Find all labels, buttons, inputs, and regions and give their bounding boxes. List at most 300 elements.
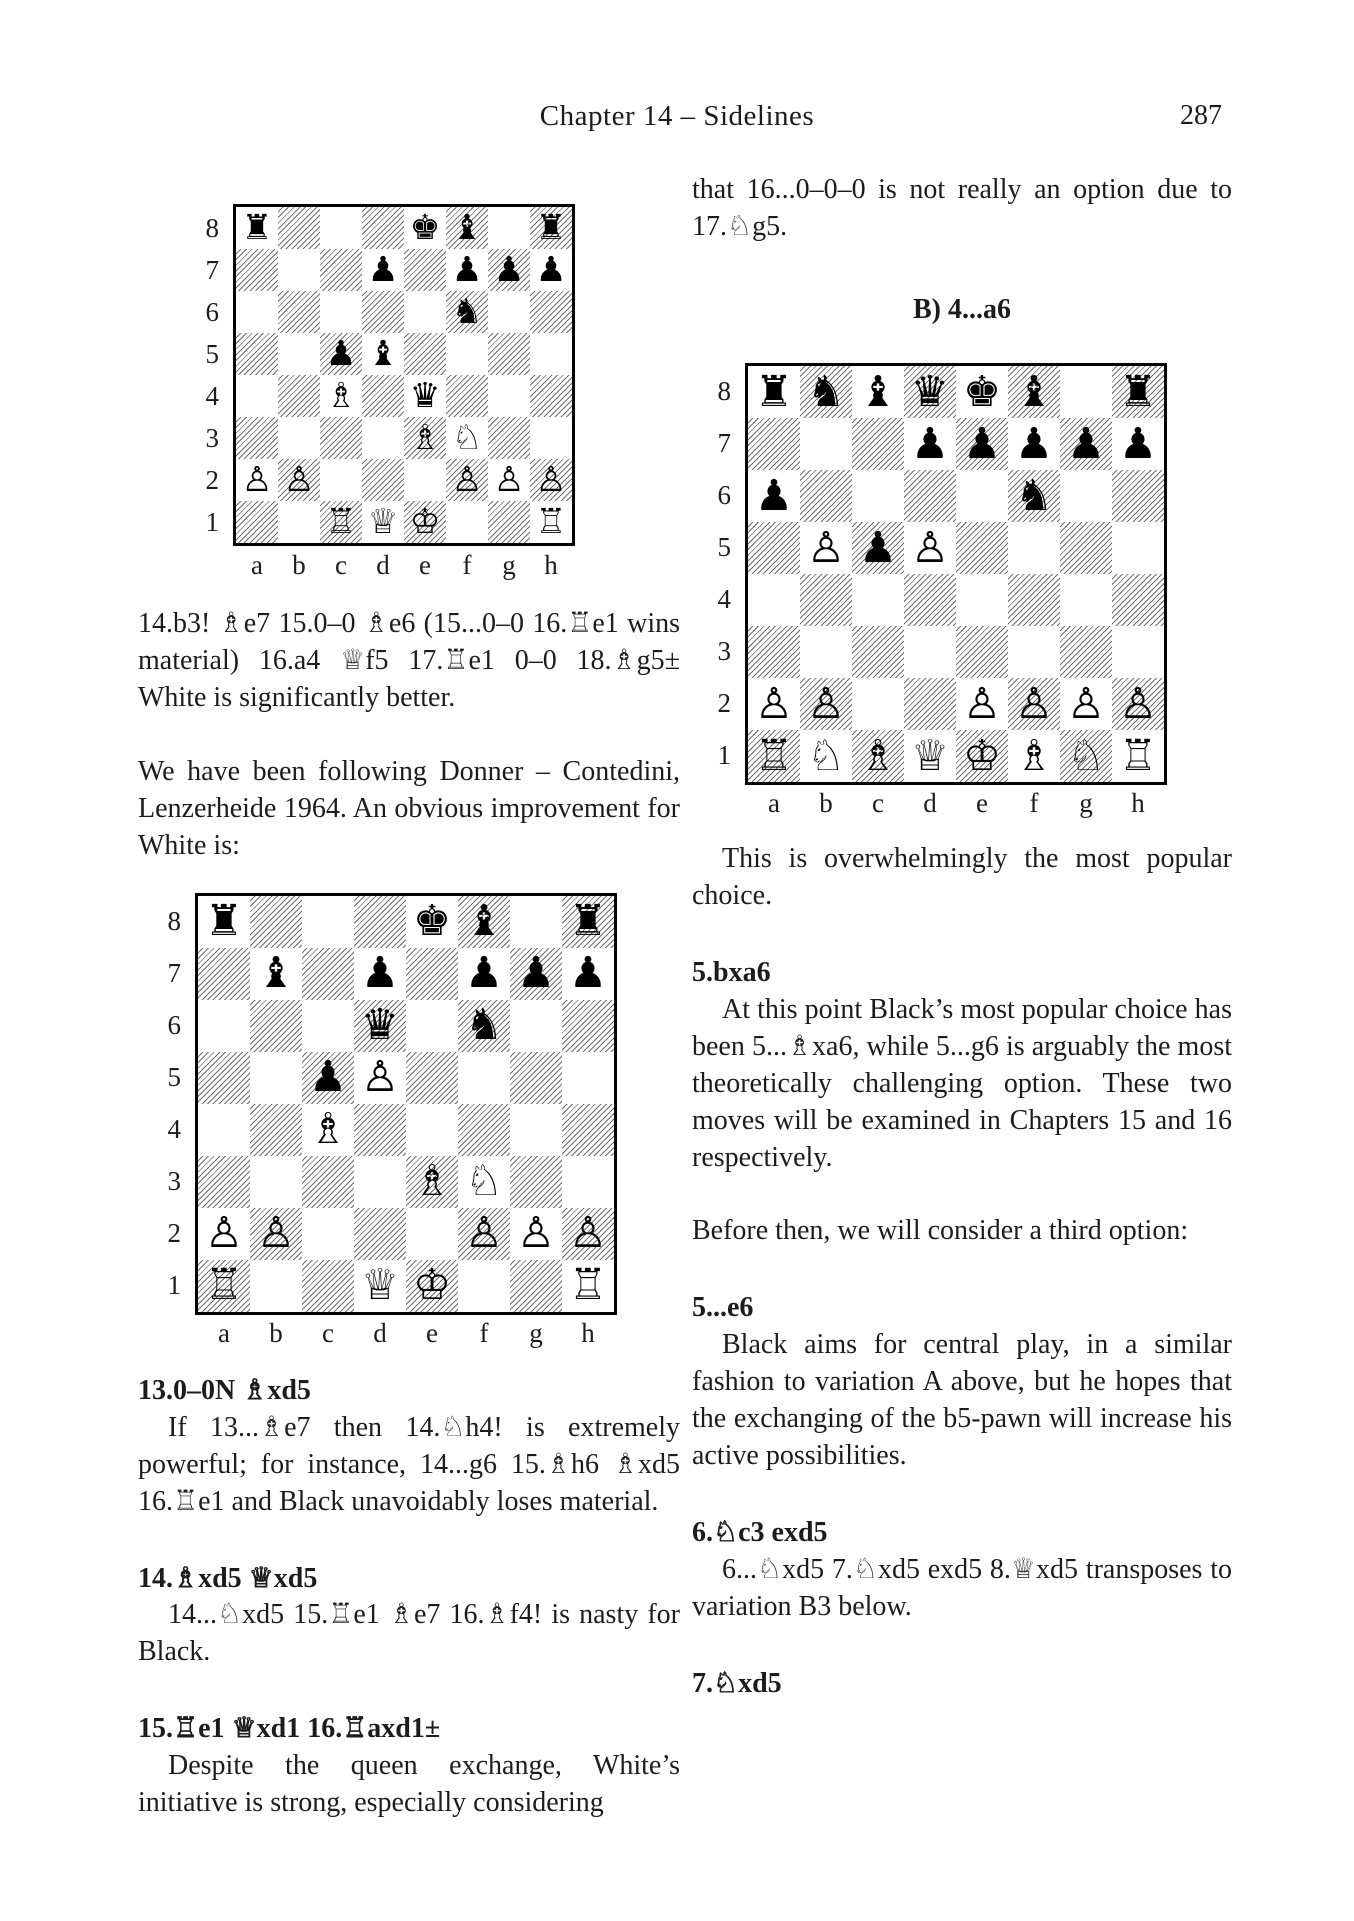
square-e3 bbox=[956, 626, 1008, 678]
chess-diagram-3 bbox=[705, 363, 1232, 821]
square-c2 bbox=[852, 678, 904, 730]
notation-paragraph: 14.b3! ♗e7 15.0–0 ♗e6 (15...0–0 16.♖e1 wins material) 16.a4 ♕f5 17.♖e1 0–0 18.♗g5± White is significantly better. bbox=[138, 608, 680, 713]
piece-white-knight: ♘ bbox=[806, 730, 846, 781]
rank-label: 6 bbox=[205, 296, 219, 327]
square-a8 bbox=[748, 366, 800, 418]
square-d6 bbox=[904, 470, 956, 522]
rank-label: 2 bbox=[167, 1218, 181, 1249]
square-f3 bbox=[446, 417, 488, 459]
square-b5 bbox=[278, 333, 320, 375]
paragraph: 14...♘xd5 15.♖e1 ♗e7 16.♗f4! is nasty for Black. bbox=[138, 1599, 680, 1668]
square-f5 bbox=[446, 333, 488, 375]
square-g1 bbox=[510, 1260, 562, 1312]
square-e8 bbox=[404, 207, 446, 249]
square-h7 bbox=[530, 249, 572, 291]
piece-white-pawn: ♙ bbox=[1066, 678, 1106, 729]
rank-label: 3 bbox=[717, 636, 731, 667]
piece-black-pawn: ♟ bbox=[325, 333, 357, 374]
square-h5 bbox=[530, 333, 572, 375]
square-f8 bbox=[458, 896, 510, 948]
piece-white-king: ♔ bbox=[409, 501, 441, 542]
square-b1 bbox=[800, 730, 852, 782]
rank-label: 3 bbox=[167, 1166, 181, 1197]
piece-black-bishop: ♝ bbox=[256, 948, 296, 999]
square-h1 bbox=[1112, 730, 1164, 782]
square-b2 bbox=[800, 678, 852, 730]
piece-black-pawn: ♟ bbox=[962, 418, 1002, 469]
file-label: c bbox=[335, 549, 347, 580]
piece-white-pawn: ♙ bbox=[806, 522, 846, 573]
square-c5 bbox=[302, 1052, 354, 1104]
piece-white-pawn: ♙ bbox=[516, 1208, 556, 1259]
square-b4 bbox=[800, 574, 852, 626]
piece-black-pawn: ♟ bbox=[858, 522, 898, 573]
square-g6 bbox=[1060, 470, 1112, 522]
square-g3 bbox=[1060, 626, 1112, 678]
square-d1 bbox=[904, 730, 956, 782]
square-b7 bbox=[800, 418, 852, 470]
square-g4 bbox=[488, 375, 530, 417]
square-f6 bbox=[1008, 470, 1060, 522]
square-a2 bbox=[198, 1208, 250, 1260]
square-e7 bbox=[404, 249, 446, 291]
chess-diagram-1 bbox=[193, 204, 680, 582]
paragraph: If 13...♗e7 then 14.♘h4! is extremely powerful; for instance, 14...g6 15.♗h6 ♗xd5 16.♖e1 and Black unavoidably loses material. bbox=[138, 1411, 680, 1517]
square-e3 bbox=[404, 417, 446, 459]
move-heading: 14.♗xd5 ♕xd5 bbox=[138, 1562, 318, 1594]
square-d5 bbox=[904, 522, 956, 574]
piece-white-bishop: ♗ bbox=[858, 730, 898, 781]
square-b5 bbox=[250, 1052, 302, 1104]
chess-board bbox=[233, 204, 575, 546]
piece-white-rook: ♖ bbox=[325, 501, 357, 542]
rank-label: 3 bbox=[205, 422, 219, 453]
piece-white-rook: ♖ bbox=[754, 730, 794, 781]
file-label: e bbox=[419, 549, 431, 580]
square-b8 bbox=[800, 366, 852, 418]
file-label: g bbox=[1079, 788, 1093, 819]
piece-black-pawn: ♟ bbox=[1014, 418, 1054, 469]
square-f2 bbox=[446, 459, 488, 501]
file-label: c bbox=[322, 1318, 334, 1349]
piece-white-pawn: ♙ bbox=[283, 459, 315, 500]
piece-black-pawn: ♟ bbox=[1066, 418, 1106, 469]
square-b7 bbox=[278, 249, 320, 291]
piece-black-bishop: ♝ bbox=[367, 333, 399, 374]
piece-black-pawn: ♟ bbox=[308, 1052, 348, 1103]
piece-white-pawn: ♙ bbox=[754, 678, 794, 729]
square-a5 bbox=[748, 522, 800, 574]
square-h4 bbox=[530, 375, 572, 417]
square-g1 bbox=[488, 501, 530, 543]
file-label: f bbox=[1029, 788, 1039, 819]
square-h2 bbox=[530, 459, 572, 501]
piece-black-pawn: ♟ bbox=[464, 948, 504, 999]
square-a5 bbox=[236, 333, 278, 375]
square-a2 bbox=[236, 459, 278, 501]
piece-black-pawn: ♟ bbox=[568, 948, 608, 999]
square-c7 bbox=[852, 418, 904, 470]
square-d6 bbox=[362, 291, 404, 333]
piece-white-queen: ♕ bbox=[910, 730, 950, 781]
square-c8 bbox=[302, 896, 354, 948]
chess-board bbox=[745, 363, 1167, 785]
square-a5 bbox=[198, 1052, 250, 1104]
file-label: b bbox=[819, 788, 833, 819]
move-heading: 5...e6 bbox=[692, 1292, 754, 1324]
square-g8 bbox=[488, 207, 530, 249]
move-heading: 7.♘xd5 bbox=[692, 1668, 782, 1700]
square-g5 bbox=[1060, 522, 1112, 574]
square-h6 bbox=[530, 291, 572, 333]
piece-white-pawn: ♙ bbox=[568, 1208, 608, 1259]
piece-black-knight: ♞ bbox=[806, 366, 846, 417]
square-e6 bbox=[406, 1000, 458, 1052]
file-label: g bbox=[529, 1318, 543, 1349]
rank-label: 2 bbox=[717, 688, 731, 719]
square-c4 bbox=[302, 1104, 354, 1156]
rank-label: 2 bbox=[205, 464, 219, 495]
square-g4 bbox=[1060, 574, 1112, 626]
file-label: a bbox=[218, 1318, 230, 1349]
piece-black-bishop: ♝ bbox=[451, 207, 483, 248]
square-f5 bbox=[1008, 522, 1060, 574]
piece-black-queen: ♛ bbox=[409, 375, 441, 416]
piece-black-queen: ♛ bbox=[910, 366, 950, 417]
chapter-title: Chapter 14 – Sidelines bbox=[539, 100, 815, 132]
rank-label: 8 bbox=[167, 906, 181, 937]
square-f7 bbox=[1008, 418, 1060, 470]
square-b1 bbox=[278, 501, 320, 543]
square-g8 bbox=[1060, 366, 1112, 418]
square-d2 bbox=[354, 1208, 406, 1260]
square-g4 bbox=[510, 1104, 562, 1156]
file-label: d bbox=[373, 1318, 387, 1349]
piece-white-rook: ♖ bbox=[568, 1260, 608, 1311]
square-e5 bbox=[406, 1052, 458, 1104]
square-b6 bbox=[250, 1000, 302, 1052]
square-h3 bbox=[562, 1156, 614, 1208]
variation-heading: B) 4...a6 bbox=[913, 293, 1011, 325]
piece-white-pawn: ♙ bbox=[1118, 678, 1158, 729]
square-e8 bbox=[406, 896, 458, 948]
square-e8 bbox=[956, 366, 1008, 418]
square-d8 bbox=[904, 366, 956, 418]
square-f7 bbox=[446, 249, 488, 291]
square-a4 bbox=[236, 375, 278, 417]
piece-white-pawn: ♙ bbox=[962, 678, 1002, 729]
square-a1 bbox=[748, 730, 800, 782]
rank-label: 8 bbox=[717, 376, 731, 407]
square-d8 bbox=[354, 896, 406, 948]
piece-black-queen: ♛ bbox=[360, 1000, 400, 1051]
piece-black-rook: ♜ bbox=[241, 207, 273, 248]
square-d7 bbox=[904, 418, 956, 470]
square-d4 bbox=[904, 574, 956, 626]
square-e6 bbox=[956, 470, 1008, 522]
chess-board bbox=[195, 893, 617, 1315]
square-b1 bbox=[250, 1260, 302, 1312]
square-e2 bbox=[956, 678, 1008, 730]
square-c3 bbox=[320, 417, 362, 459]
square-g3 bbox=[510, 1156, 562, 1208]
square-c4 bbox=[852, 574, 904, 626]
square-d3 bbox=[904, 626, 956, 678]
rank-label: 7 bbox=[167, 958, 181, 989]
piece-black-pawn: ♟ bbox=[367, 249, 399, 290]
file-label: e bbox=[426, 1318, 438, 1349]
piece-black-pawn: ♟ bbox=[754, 470, 794, 521]
piece-white-rook: ♖ bbox=[1118, 730, 1158, 781]
square-c6 bbox=[852, 470, 904, 522]
square-d2 bbox=[904, 678, 956, 730]
piece-white-queen: ♕ bbox=[360, 1260, 400, 1311]
piece-white-rook: ♖ bbox=[204, 1260, 244, 1311]
piece-black-pawn: ♟ bbox=[516, 948, 556, 999]
square-a6 bbox=[236, 291, 278, 333]
square-c5 bbox=[320, 333, 362, 375]
piece-white-pawn: ♙ bbox=[464, 1208, 504, 1259]
page-header bbox=[0, 0, 1354, 140]
piece-black-pawn: ♟ bbox=[910, 418, 950, 469]
square-h7 bbox=[1112, 418, 1164, 470]
square-b3 bbox=[250, 1156, 302, 1208]
rank-label: 6 bbox=[717, 480, 731, 511]
rank-label: 1 bbox=[717, 740, 731, 771]
square-g8 bbox=[510, 896, 562, 948]
square-a7 bbox=[198, 948, 250, 1000]
square-c6 bbox=[302, 1000, 354, 1052]
square-c1 bbox=[852, 730, 904, 782]
piece-black-pawn: ♟ bbox=[493, 249, 525, 290]
square-f4 bbox=[446, 375, 488, 417]
square-a8 bbox=[198, 896, 250, 948]
rank-label: 4 bbox=[167, 1114, 181, 1145]
square-h8 bbox=[530, 207, 572, 249]
piece-white-king: ♔ bbox=[962, 730, 1002, 781]
square-e1 bbox=[956, 730, 1008, 782]
square-c7 bbox=[302, 948, 354, 1000]
square-g6 bbox=[488, 291, 530, 333]
square-g5 bbox=[510, 1052, 562, 1104]
piece-white-bishop: ♗ bbox=[308, 1104, 348, 1155]
square-g2 bbox=[488, 459, 530, 501]
square-h4 bbox=[562, 1104, 614, 1156]
file-label: h bbox=[1131, 788, 1145, 819]
square-d7 bbox=[354, 948, 406, 1000]
piece-white-pawn: ♙ bbox=[493, 459, 525, 500]
square-f7 bbox=[458, 948, 510, 1000]
paragraph: Black aims for central play, in a similar fashion to variation A above, but he hopes that the exchanging of the b5-pawn will increase his active possibilities. bbox=[692, 1329, 1232, 1472]
move-heading: 15.♖e1 ♕xd1 16.♖axd1± bbox=[138, 1713, 441, 1745]
paragraph: At this point Black’s most popular choice has been 5...♗xa6, while 5...g6 is arguably the most theoretically challenging option. These two moves will be examined in Chapters 15 and 16 respectively. bbox=[692, 993, 1232, 1173]
rank-label: 1 bbox=[167, 1270, 181, 1301]
square-a3 bbox=[236, 417, 278, 459]
paragraph: Before then, we will consider a third option: bbox=[692, 1215, 1189, 1247]
square-c2 bbox=[302, 1208, 354, 1260]
square-b3 bbox=[278, 417, 320, 459]
square-d1 bbox=[362, 501, 404, 543]
square-e3 bbox=[406, 1156, 458, 1208]
piece-white-king: ♔ bbox=[412, 1260, 452, 1311]
square-c2 bbox=[320, 459, 362, 501]
square-b4 bbox=[278, 375, 320, 417]
piece-white-knight: ♘ bbox=[464, 1156, 504, 1207]
square-h5 bbox=[562, 1052, 614, 1104]
right-column bbox=[692, 140, 1232, 1822]
piece-white-pawn: ♙ bbox=[806, 678, 846, 729]
square-h4 bbox=[1112, 574, 1164, 626]
piece-black-bishop: ♝ bbox=[1014, 366, 1054, 417]
piece-black-rook: ♜ bbox=[204, 896, 244, 947]
file-label: h bbox=[544, 549, 558, 580]
square-c7 bbox=[320, 249, 362, 291]
piece-black-bishop: ♝ bbox=[858, 366, 898, 417]
piece-white-knight: ♘ bbox=[1066, 730, 1106, 781]
square-d3 bbox=[354, 1156, 406, 1208]
square-g7 bbox=[510, 948, 562, 1000]
square-b5 bbox=[800, 522, 852, 574]
square-c3 bbox=[852, 626, 904, 678]
square-d5 bbox=[362, 333, 404, 375]
move-heading: 5.bxa6 bbox=[692, 956, 771, 988]
square-e6 bbox=[404, 291, 446, 333]
square-c5 bbox=[852, 522, 904, 574]
piece-white-rook: ♖ bbox=[535, 501, 567, 542]
piece-black-rook: ♜ bbox=[568, 896, 608, 947]
square-d4 bbox=[354, 1104, 406, 1156]
square-b7 bbox=[250, 948, 302, 1000]
square-a6 bbox=[748, 470, 800, 522]
square-f1 bbox=[458, 1260, 510, 1312]
square-g3 bbox=[488, 417, 530, 459]
piece-black-knight: ♞ bbox=[451, 291, 483, 332]
square-f3 bbox=[458, 1156, 510, 1208]
square-h5 bbox=[1112, 522, 1164, 574]
piece-black-rook: ♜ bbox=[535, 207, 567, 248]
rank-label: 5 bbox=[167, 1062, 181, 1093]
square-c4 bbox=[320, 375, 362, 417]
square-a3 bbox=[748, 626, 800, 678]
piece-white-bishop: ♗ bbox=[409, 417, 441, 458]
paragraph: This is overwhelmingly the most popular choice. bbox=[692, 842, 1232, 911]
square-a4 bbox=[748, 574, 800, 626]
file-label: f bbox=[479, 1318, 489, 1349]
square-f1 bbox=[446, 501, 488, 543]
file-label: h bbox=[581, 1318, 595, 1349]
square-a7 bbox=[748, 418, 800, 470]
square-d7 bbox=[362, 249, 404, 291]
square-f6 bbox=[458, 1000, 510, 1052]
piece-white-pawn: ♙ bbox=[1014, 678, 1054, 729]
square-d2 bbox=[362, 459, 404, 501]
piece-black-rook: ♜ bbox=[754, 366, 794, 417]
square-a8 bbox=[236, 207, 278, 249]
square-d5 bbox=[354, 1052, 406, 1104]
piece-black-pawn: ♟ bbox=[360, 948, 400, 999]
file-label: f bbox=[462, 549, 472, 580]
left-column bbox=[138, 140, 680, 1822]
piece-white-pawn: ♙ bbox=[360, 1052, 400, 1103]
piece-black-rook: ♜ bbox=[1118, 366, 1158, 417]
square-h3 bbox=[1112, 626, 1164, 678]
page-number: 287 bbox=[1180, 100, 1222, 131]
square-b3 bbox=[800, 626, 852, 678]
square-a2 bbox=[748, 678, 800, 730]
piece-white-pawn: ♙ bbox=[535, 459, 567, 500]
piece-black-pawn: ♟ bbox=[451, 249, 483, 290]
square-b2 bbox=[250, 1208, 302, 1260]
piece-white-pawn: ♙ bbox=[241, 459, 273, 500]
file-label: d bbox=[376, 549, 390, 580]
rank-label: 4 bbox=[717, 584, 731, 615]
square-b2 bbox=[278, 459, 320, 501]
square-d4 bbox=[362, 375, 404, 417]
rank-label: 5 bbox=[205, 338, 219, 369]
rank-label: 8 bbox=[205, 212, 219, 243]
piece-white-bishop: ♗ bbox=[325, 375, 357, 416]
paragraph: We have been following Donner – Contedini, Lenzerheide 1964. An obvious improvement for White is: bbox=[138, 755, 680, 861]
square-a1 bbox=[236, 501, 278, 543]
two-column-layout bbox=[0, 140, 1354, 1882]
square-e1 bbox=[406, 1260, 458, 1312]
piece-white-bishop: ♗ bbox=[1014, 730, 1054, 781]
square-h6 bbox=[562, 1000, 614, 1052]
square-c1 bbox=[302, 1260, 354, 1312]
piece-black-pawn: ♟ bbox=[1118, 418, 1158, 469]
square-d8 bbox=[362, 207, 404, 249]
square-e5 bbox=[404, 333, 446, 375]
square-h8 bbox=[562, 896, 614, 948]
square-h2 bbox=[1112, 678, 1164, 730]
file-label: d bbox=[923, 788, 937, 819]
file-label: b bbox=[292, 549, 306, 580]
file-label: g bbox=[502, 549, 516, 580]
square-f5 bbox=[458, 1052, 510, 1104]
piece-white-bishop: ♗ bbox=[412, 1156, 452, 1207]
square-c8 bbox=[320, 207, 362, 249]
piece-white-knight: ♘ bbox=[451, 417, 483, 458]
piece-black-pawn: ♟ bbox=[535, 249, 567, 290]
square-h7 bbox=[562, 948, 614, 1000]
piece-black-king: ♚ bbox=[962, 366, 1002, 417]
square-c1 bbox=[320, 501, 362, 543]
square-h6 bbox=[1112, 470, 1164, 522]
square-e4 bbox=[956, 574, 1008, 626]
square-e2 bbox=[404, 459, 446, 501]
file-label: e bbox=[976, 788, 988, 819]
piece-white-pawn: ♙ bbox=[204, 1208, 244, 1259]
square-g2 bbox=[1060, 678, 1112, 730]
square-g7 bbox=[488, 249, 530, 291]
square-d1 bbox=[354, 1260, 406, 1312]
rank-label: 6 bbox=[167, 1010, 181, 1041]
file-label: c bbox=[872, 788, 884, 819]
move-heading: 13.0–0N ♗xd5 bbox=[138, 1374, 311, 1406]
file-label: a bbox=[768, 788, 780, 819]
square-c3 bbox=[302, 1156, 354, 1208]
square-b6 bbox=[278, 291, 320, 333]
square-a4 bbox=[198, 1104, 250, 1156]
piece-white-pawn: ♙ bbox=[910, 522, 950, 573]
square-a3 bbox=[198, 1156, 250, 1208]
piece-black-king: ♚ bbox=[412, 896, 452, 947]
square-f3 bbox=[1008, 626, 1060, 678]
square-c6 bbox=[320, 291, 362, 333]
square-e2 bbox=[406, 1208, 458, 1260]
square-h1 bbox=[530, 501, 572, 543]
rank-label: 1 bbox=[205, 506, 219, 537]
